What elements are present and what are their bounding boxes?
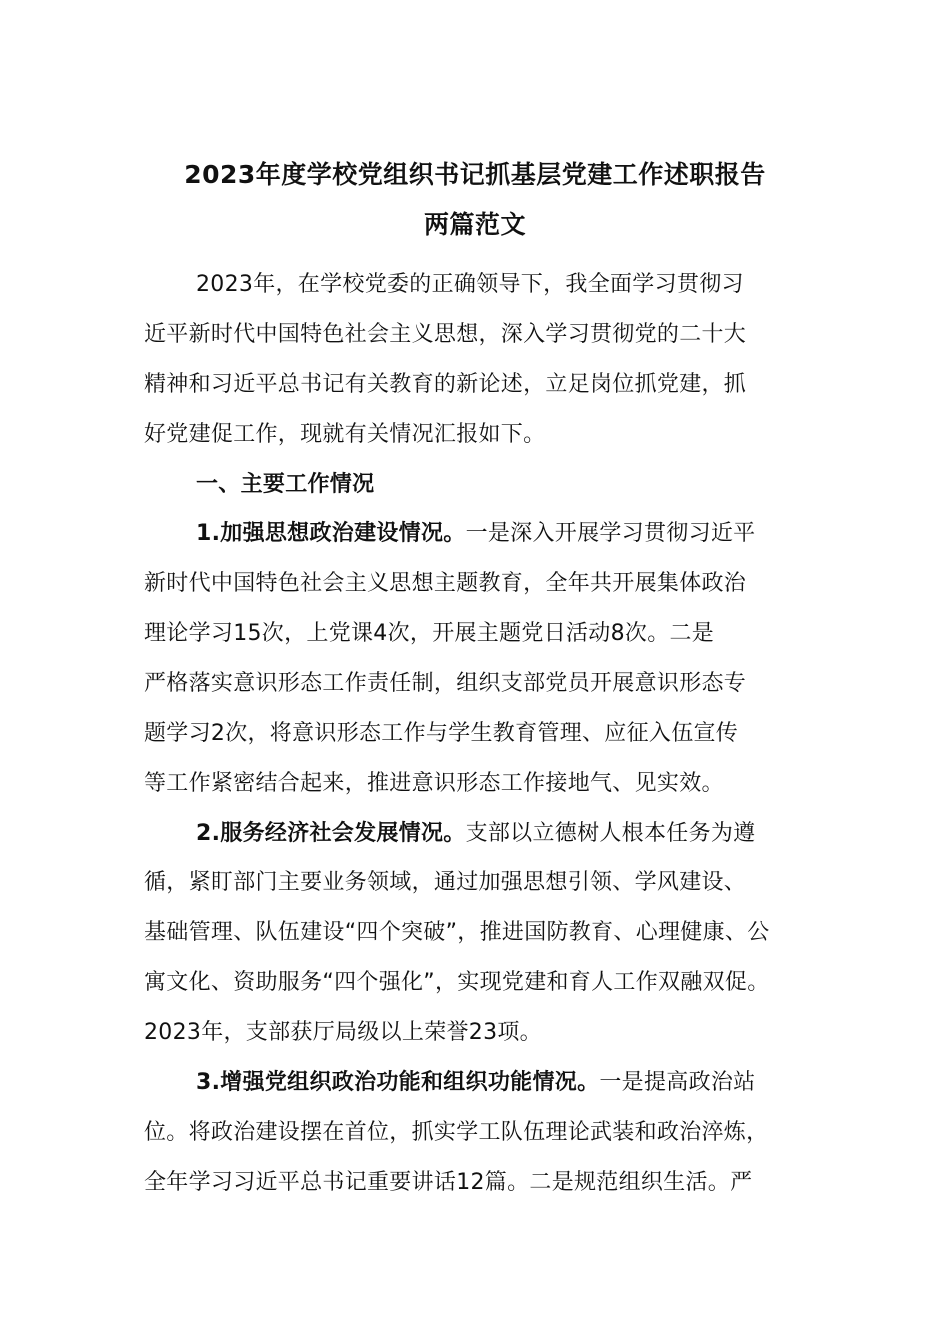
document-title-line-1: 2023年度学校党组织书记抓基层党建工作述职报告 (184, 160, 766, 189)
item-1-heading: 1.加强思想政治建设情况。 (196, 521, 466, 546)
item-3-heading: 3.增强党组织政治功能和组织功能情况。 (196, 1070, 600, 1095)
item-1-line: 理论学习15次，上党课4次，开展主题党日活动8次。二是 (144, 621, 715, 646)
item-2-line: 基础管理、队伍建设“四个突破”，推进国防教育、心理健康、公 (144, 920, 770, 945)
item-3-line: 位。将政治建设摆在首位，抓实学工队伍理论武装和政治淬炼， (144, 1120, 769, 1145)
item-2-heading: 2.服务经济社会发展情况。 (196, 821, 466, 846)
item-1-line: 题学习2次，将意识形态工作与学生教育管理、应征入伍宣传 (144, 721, 739, 746)
section-heading: 一、主要工作情况 (196, 472, 375, 497)
item-2-line: 寓文化、资助服务“四个强化”，实现党建和育人工作双融双促。 (144, 970, 770, 995)
intro-line-2: 近平新时代中国特色社会主义思想，深入学习贯彻党的二十大 (144, 322, 747, 347)
intro-line-4: 好党建促工作，现就有关情况汇报如下。 (144, 422, 546, 447)
item-1-line: 新时代中国特色社会主义思想主题教育，全年共开展集体政治 (144, 571, 747, 596)
document-title-line-2: 两篇范文 (423, 210, 526, 239)
item-2-first-line-text: 支部以立德树人根本任务为遵 (465, 821, 756, 846)
item-2-first-line (196, 814, 808, 854)
item-3-line: 全年学习习近平总书记重要讲话12篇。二是规范组织生活。严 (144, 1170, 753, 1195)
intro-line-3: 精神和习近平总书记有关教育的新论述，立足岗位抓党建，抓 (144, 372, 747, 397)
item-2-line: 2023年，支部获厅局级以上荣誉23项。 (144, 1020, 542, 1045)
item-2-line: 循，紧盯部门主要业务领域，通过加强思想引领、学风建设、 (144, 870, 747, 895)
item-1-line: 等工作紧密结合起来，推进意识形态工作接地气、见实效。 (144, 771, 724, 796)
intro-line-1: 2023年，在学校党委的正确领导下，我全面学习贯彻习 (196, 272, 744, 297)
item-3-first-line (196, 1063, 808, 1103)
item-1-line: 严格落实意识形态工作责任制，组织支部党员开展意识形态专 (144, 671, 747, 696)
item-1-first-line (196, 514, 808, 554)
item-3-first-line-text: 一是提高政治站 (599, 1070, 756, 1095)
item-1-first-line-text: 一是深入开展学习贯彻习近平 (465, 521, 756, 546)
